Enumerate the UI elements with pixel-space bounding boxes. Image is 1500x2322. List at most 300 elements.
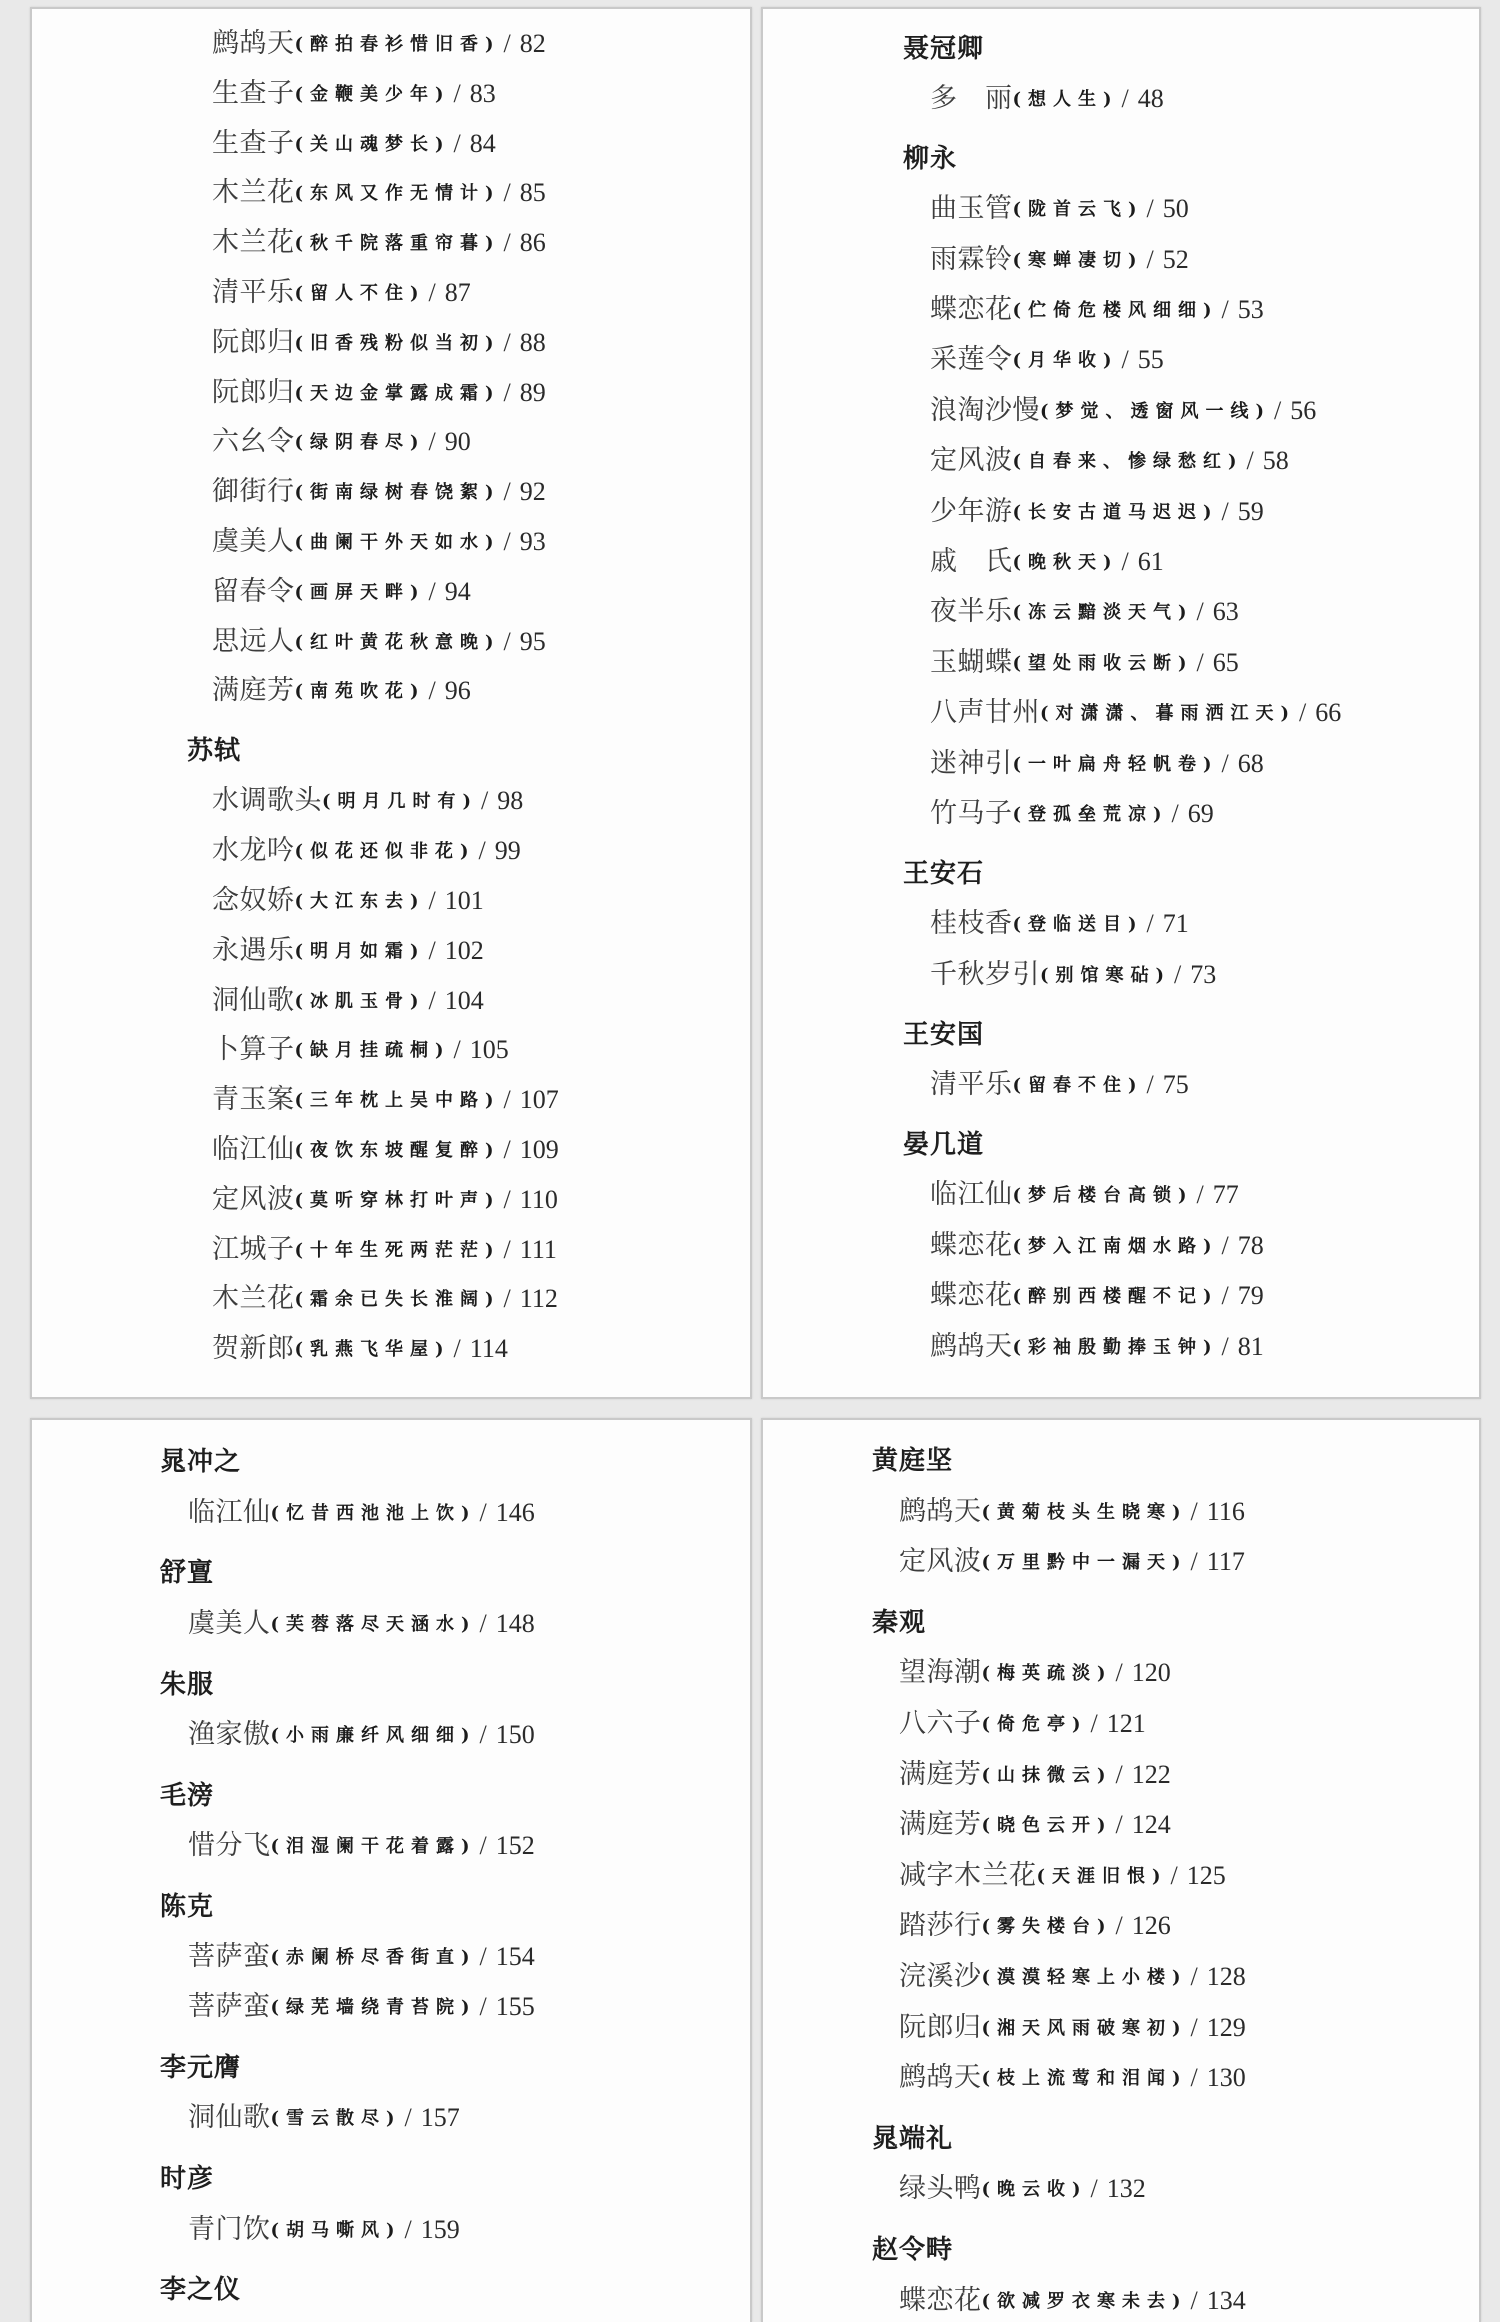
entry-page-number: 68 <box>1237 748 1264 778</box>
toc-entry <box>763 950 1479 1000</box>
toc-entry <box>32 876 750 926</box>
entry-separator: / <box>503 228 511 258</box>
entry-page-number: 129 <box>1206 2012 1246 2042</box>
entry-page-number: 88 <box>519 327 546 357</box>
entry-first-line: (自春来、惨绿愁红) <box>1012 451 1244 473</box>
entry-first-line: (金鞭美少年) <box>294 83 451 105</box>
entry-title: 菩萨蛮 <box>188 1991 271 2023</box>
entry-page-number: 77 <box>1212 1180 1239 1210</box>
entry-page-number: 85 <box>519 178 546 208</box>
entry-page-number: 154 <box>495 1942 535 1972</box>
author-name: 李元膺 <box>160 2053 242 2084</box>
entry-first-line: (曲阑干外天如水) <box>294 531 501 553</box>
entry-page-number: 55 <box>1137 345 1164 375</box>
entry-separator: / <box>453 128 461 158</box>
entry-page-number: 78 <box>1237 1230 1264 1260</box>
entry-separator: / <box>428 885 436 915</box>
toc-entry <box>763 1060 1479 1110</box>
entry-page-number: 98 <box>497 786 524 816</box>
entry-first-line: (晓色云开) <box>981 1815 1113 1837</box>
entry-separator: / <box>1190 2285 1198 2315</box>
entry-page-number: 94 <box>444 576 471 606</box>
entry-first-line: (漠漠轻寒上小楼) <box>981 1966 1188 1988</box>
toc-entry <box>763 2003 1479 2054</box>
author-name: 柳永 <box>903 143 958 174</box>
entry-first-line: (湘天风雨破寒初) <box>981 2017 1188 2039</box>
entry-separator: / <box>1221 295 1229 325</box>
toc-entry <box>32 2093 750 2143</box>
entry-page-number: 148 <box>495 1608 535 1638</box>
entry-first-line: (想人生) <box>1012 88 1119 110</box>
entry-title: 生查子 <box>212 127 295 159</box>
author-name: 毛滂 <box>160 1780 215 1811</box>
author-name: 王安国 <box>903 1019 985 1050</box>
entry-separator: / <box>503 178 511 208</box>
entry-separator: / <box>503 477 511 507</box>
entry-page-number: 50 <box>1162 194 1189 224</box>
entry-page-number: 73 <box>1190 959 1217 989</box>
entry-title: 虞美人 <box>188 1607 271 1639</box>
toc-entry <box>32 1932 750 1982</box>
entry-first-line: (冰肌玉骨) <box>294 990 426 1012</box>
entry-title: 念奴娇 <box>212 884 295 916</box>
entry-first-line: (雪云散尽) <box>270 2108 402 2130</box>
entry-title: 望海潮 <box>899 1657 982 1689</box>
entry-title: 定风波 <box>930 445 1013 477</box>
entry-title: 桂枝香 <box>930 908 1013 940</box>
entry-title: 临江仙 <box>188 1496 271 1528</box>
toc-page-bottom-left <box>30 1418 752 2322</box>
toc-entry <box>32 666 750 716</box>
entry-title: 临江仙 <box>212 1133 295 1165</box>
entry-page-number: 122 <box>1131 1759 1171 1789</box>
entry-page-number: 132 <box>1106 2174 1146 2204</box>
entry-title: 阮郎归 <box>212 376 295 408</box>
entry-separator: / <box>479 1830 487 1860</box>
entry-separator: / <box>1190 2063 1198 2093</box>
toc-entry <box>32 268 750 318</box>
entry-title: 洞仙歌 <box>188 2102 271 2134</box>
entry-first-line: (胡马嘶风) <box>270 2219 402 2241</box>
entry-first-line: (梦觉、透窗风一线) <box>1040 400 1272 422</box>
entry-separator: / <box>479 1608 487 1638</box>
entry-separator: / <box>1115 1759 1123 1789</box>
entry-separator: / <box>1221 1230 1229 1260</box>
entry-separator: / <box>1221 1331 1229 1361</box>
toc-entry <box>32 926 750 976</box>
entry-title: 浪淘沙慢 <box>930 394 1040 426</box>
entry-page-number: 58 <box>1262 446 1289 476</box>
entry-separator: / <box>453 1334 461 1364</box>
entry-first-line: (十年生死两茫茫) <box>294 1239 501 1261</box>
entry-title: 玉蝴蝶 <box>930 646 1013 678</box>
entry-separator: / <box>1190 1496 1198 1526</box>
entry-title: 永遇乐 <box>212 934 295 966</box>
entry-separator: / <box>1196 647 1204 677</box>
toc-entry <box>32 1175 750 1225</box>
entry-title: 江城子 <box>212 1233 295 1265</box>
entry-separator: / <box>479 1719 487 1749</box>
toc-entry <box>32 776 750 826</box>
entry-page-number: 155 <box>495 1992 535 2022</box>
entry-separator: / <box>1115 1658 1123 1688</box>
entry-separator: / <box>1190 1961 1198 1991</box>
entry-title: 清平乐 <box>212 276 295 308</box>
entry-first-line: (别馆寒砧) <box>1040 964 1172 986</box>
entry-separator: / <box>1246 446 1254 476</box>
entry-page-number: 104 <box>444 985 484 1015</box>
entry-separator: / <box>1115 1810 1123 1840</box>
entry-title: 蝶恋花 <box>899 2284 982 2316</box>
entry-separator: / <box>1121 83 1129 113</box>
entry-title: 生查子 <box>212 77 295 109</box>
entry-first-line: (关山魂梦长) <box>294 133 451 155</box>
entry-page-number: 82 <box>519 29 546 58</box>
entry-first-line: (泪湿阑干花着露) <box>270 1835 477 1857</box>
author-name: 秦观 <box>872 1607 927 1638</box>
entry-page-number: 89 <box>519 377 546 407</box>
entry-separator: / <box>1090 1708 1098 1738</box>
entry-separator: / <box>1221 496 1229 526</box>
author-name: 朱服 <box>160 1669 215 1700</box>
author-name: 王安石 <box>903 858 985 889</box>
entry-first-line: (旧香残粉似当初) <box>294 332 501 354</box>
entry-page-number: 90 <box>444 427 471 457</box>
toc-entry <box>32 368 750 418</box>
entry-page-number: 146 <box>495 1497 535 1527</box>
entry-page-number: 150 <box>495 1719 535 1749</box>
toc-entry <box>32 69 750 119</box>
entry-first-line: (霜余已失长淮阔) <box>294 1289 501 1311</box>
entry-page-number: 110 <box>519 1184 558 1214</box>
toc-entry <box>763 1901 1479 1952</box>
toc-entry <box>32 119 750 169</box>
author-name: 晁冲之 <box>160 1447 242 1478</box>
entry-page-number: 93 <box>519 526 546 556</box>
entry-separator: / <box>428 985 436 1015</box>
entry-page-number: 124 <box>1131 1810 1171 1840</box>
entry-separator: / <box>1146 909 1154 939</box>
entry-title: 渔家傲 <box>188 1718 271 1750</box>
toc-entry <box>32 467 750 517</box>
toc-entry <box>32 1599 750 1649</box>
entry-first-line: (大江东去) <box>294 890 426 912</box>
entry-title: 水调歌头 <box>212 785 322 817</box>
toc-entry <box>32 1821 750 1871</box>
entry-title: 木兰花 <box>212 1283 295 1315</box>
entry-title: 青玉案 <box>212 1084 295 1116</box>
toc-entry <box>763 2276 1479 2322</box>
toc-entry <box>32 1324 750 1374</box>
entry-separator: / <box>1171 798 1179 828</box>
toc-entry <box>763 899 1479 949</box>
entry-first-line: (黄菊枝头生晓寒) <box>981 1501 1188 1523</box>
toc-entry <box>763 487 1479 537</box>
toc-entry <box>32 976 750 1026</box>
entry-first-line: (倚危亭) <box>981 1713 1088 1735</box>
entry-title: 采莲令 <box>930 344 1013 376</box>
entry-first-line: (一叶扁舟轻帆卷) <box>1012 753 1219 775</box>
toc-entry <box>32 617 750 667</box>
toc-entry <box>32 1488 750 1538</box>
toc-entry <box>763 638 1479 688</box>
entry-first-line: (天涯旧恨) <box>1036 1865 1168 1887</box>
author-name: 聂冠卿 <box>903 33 985 64</box>
toc-entry <box>763 74 1479 124</box>
entry-title: 定风波 <box>212 1183 295 1215</box>
toc-entry <box>763 739 1479 789</box>
entry-page-number: 120 <box>1131 1658 1171 1688</box>
toc-entry <box>763 1322 1479 1372</box>
toc-entry <box>32 1982 750 2032</box>
toc-entry <box>763 1487 1479 1538</box>
entry-title: 御街行 <box>212 476 295 508</box>
entry-first-line: (晚云收) <box>981 2179 1088 2201</box>
entry-first-line: (望处雨收云断) <box>1012 652 1194 674</box>
entry-first-line: (三年枕上吴中路) <box>294 1090 501 1112</box>
entry-page-number: 87 <box>444 277 471 307</box>
toc-entry <box>32 19 750 69</box>
entry-separator: / <box>1115 1911 1123 1941</box>
entry-first-line: (陇首云飞) <box>1012 199 1144 221</box>
entry-first-line: (长安古道马迟迟) <box>1012 501 1219 523</box>
entry-page-number: 159 <box>420 2214 460 2244</box>
entry-separator: / <box>1190 2012 1198 2042</box>
author-name: 李之仪 <box>160 2275 242 2306</box>
entry-title: 木兰花 <box>212 227 295 259</box>
entry-title: 清平乐 <box>930 1069 1013 1101</box>
entry-first-line: (赤阑桥尽香街直) <box>270 1947 477 1969</box>
entry-page-number: 92 <box>519 477 546 507</box>
entry-title: 绿头鸭 <box>899 2173 982 2205</box>
entry-first-line: (伫倚危楼风细细) <box>1012 300 1219 322</box>
entry-page-number: 114 <box>469 1334 508 1364</box>
entry-title: 八六子 <box>899 1707 982 1739</box>
entry-first-line: (对潇潇、暮雨洒江天) <box>1040 703 1297 725</box>
entry-title: 蝶恋花 <box>930 294 1013 326</box>
entry-separator: / <box>503 1134 511 1164</box>
toc-entry <box>32 1225 750 1275</box>
entry-first-line: (绿阴春尽) <box>294 432 426 454</box>
entry-first-line: (冻云黯淡天气) <box>1012 602 1194 624</box>
entry-page-number: 61 <box>1137 547 1164 576</box>
toc-entry <box>763 1851 1479 1902</box>
entry-separator: / <box>428 576 436 606</box>
entry-first-line: (秋千院落重帘暮) <box>294 233 501 255</box>
entry-first-line: (绿芜墙绕青苔院) <box>270 1997 477 2019</box>
entry-separator: / <box>503 29 511 58</box>
toc-entry <box>763 1537 1479 1588</box>
toc-entry <box>32 218 750 268</box>
entry-title: 水龙吟 <box>212 835 295 867</box>
entry-page-number: 69 <box>1187 798 1214 828</box>
entry-title: 贺新郎 <box>212 1333 295 1365</box>
author-name: 舒亶 <box>160 1558 215 1589</box>
entry-separator: / <box>503 327 511 357</box>
toc-entry <box>763 386 1479 436</box>
entry-separator: / <box>1190 1547 1198 1577</box>
toc-entry <box>763 1271 1479 1321</box>
entry-first-line: (彩袖殷勤捧玉钟) <box>1012 1336 1219 1358</box>
entry-separator: / <box>404 2214 412 2244</box>
entry-page-number: 125 <box>1186 1860 1226 1890</box>
entry-title: 减字木兰花 <box>899 1859 1037 1891</box>
author-name: 陈克 <box>160 1891 215 1922</box>
entry-title: 竹马子 <box>930 797 1013 829</box>
entry-page-number: 81 <box>1237 1331 1264 1361</box>
entry-title: 六幺令 <box>212 426 295 458</box>
entry-page-number: 130 <box>1206 2063 1246 2093</box>
toc-entry <box>763 1648 1479 1699</box>
entry-separator: / <box>478 836 486 866</box>
entry-first-line: (欲减罗衣寒未去) <box>981 2290 1188 2312</box>
entry-title: 鹧鸪天 <box>212 28 295 59</box>
author-name: 黄庭坚 <box>872 1446 954 1476</box>
entry-first-line: (忆昔西池池上饮) <box>270 1502 477 1524</box>
entry-separator: / <box>1146 1070 1154 1100</box>
entry-title: 卜算子 <box>212 1034 295 1066</box>
toc-entry <box>763 1221 1479 1271</box>
entry-separator: / <box>503 626 511 656</box>
entry-first-line: (登孤垒荒凉) <box>1012 803 1169 825</box>
entry-title: 满庭芳 <box>899 1809 982 1841</box>
entry-title: 夜半乐 <box>930 596 1013 628</box>
entry-page-number: 84 <box>469 128 496 158</box>
entry-separator: / <box>503 1234 511 1264</box>
entry-page-number: 105 <box>469 1035 509 1065</box>
entry-page-number: 52 <box>1162 244 1189 274</box>
entry-page-number: 102 <box>444 935 484 965</box>
entry-separator: / <box>1221 1281 1229 1311</box>
toc-entry <box>763 436 1479 486</box>
entry-page-number: 126 <box>1131 1911 1171 1941</box>
entry-separator: / <box>428 935 436 965</box>
entry-title: 定风波 <box>899 1546 982 1578</box>
toc-entry <box>763 2053 1479 2104</box>
entry-title: 戚 氏 <box>930 546 1013 577</box>
toc-entry <box>763 1800 1479 1851</box>
entry-separator: / <box>1196 597 1204 627</box>
toc-entry <box>32 826 750 876</box>
toc-entry <box>763 1699 1479 1750</box>
entry-separator: / <box>1121 345 1129 375</box>
entry-separator: / <box>1299 698 1307 728</box>
toc-entry <box>763 1750 1479 1801</box>
entry-separator: / <box>503 1284 511 1314</box>
entry-page-number: 117 <box>1206 1547 1245 1577</box>
entry-title: 木兰花 <box>212 177 295 209</box>
entry-title: 惜分飞 <box>188 1829 271 1861</box>
entry-first-line: (雾失楼台) <box>981 1916 1113 1938</box>
entry-page-number: 134 <box>1206 2285 1246 2315</box>
toc-entry <box>32 517 750 567</box>
entry-separator: / <box>479 1992 487 2022</box>
entry-title: 八声甘州 <box>930 697 1040 729</box>
toc-entry <box>32 1075 750 1125</box>
entry-separator: / <box>1121 547 1129 576</box>
entry-page-number: 66 <box>1315 698 1342 728</box>
entry-separator: / <box>481 786 489 816</box>
entry-first-line: (醉别西楼醒不记) <box>1012 1286 1219 1308</box>
entry-first-line: (山抹微云) <box>981 1764 1113 1786</box>
entry-first-line: (明月几时有) <box>322 791 479 813</box>
entry-separator: / <box>503 1184 511 1214</box>
entry-first-line: (留人不住) <box>294 282 426 304</box>
entry-page-number: 128 <box>1206 1961 1246 1991</box>
toc-entry <box>32 567 750 617</box>
toc-entry <box>763 1952 1479 2003</box>
entry-first-line: (梦后楼台高锁) <box>1012 1185 1194 1207</box>
toc-entry <box>763 789 1479 839</box>
toc-entry <box>32 1025 750 1075</box>
author-name: 赵令畤 <box>872 2234 954 2265</box>
entry-separator: / <box>1146 194 1154 224</box>
toc-entry <box>763 235 1479 285</box>
entry-first-line: (红叶黄花秋意晚) <box>294 631 501 653</box>
entry-first-line: (街南绿树春饶絮) <box>294 482 501 504</box>
entry-page-number: 79 <box>1237 1281 1264 1311</box>
entry-page-number: 71 <box>1162 909 1189 939</box>
entry-title: 鹧鸪天 <box>930 1330 1013 1362</box>
entry-title: 满庭芳 <box>899 1758 982 1790</box>
entry-first-line: (芙蓉落尽天涵水) <box>270 1613 477 1635</box>
entry-page-number: 157 <box>420 2103 460 2133</box>
toc-entry <box>32 2205 750 2255</box>
entry-first-line: (画屏天畔) <box>294 581 426 603</box>
entry-separator: / <box>404 2103 412 2133</box>
toc-page-top-right <box>761 7 1481 1399</box>
toc-entry <box>763 184 1479 234</box>
entry-title: 菩萨蛮 <box>188 1941 271 1973</box>
entry-separator: / <box>428 427 436 457</box>
entry-first-line: (晚秋天) <box>1012 552 1119 573</box>
toc-entry <box>32 417 750 467</box>
entry-first-line: (枝上流莺和泪闻) <box>981 2068 1188 2090</box>
entry-separator: / <box>1174 959 1182 989</box>
author-name: 晁端礼 <box>872 2123 954 2154</box>
entry-first-line: (梦入江南烟水路) <box>1012 1235 1219 1257</box>
entry-separator: / <box>479 1497 487 1527</box>
entry-page-number: 56 <box>1290 395 1317 425</box>
toc-entry <box>32 318 750 368</box>
entry-separator: / <box>453 78 461 108</box>
entry-separator: / <box>503 1085 511 1115</box>
entry-title: 留春令 <box>212 575 295 607</box>
entry-first-line: (夜饮东坡醒复醉) <box>294 1139 501 1161</box>
entry-page-number: 96 <box>444 676 471 706</box>
entry-title: 迷神引 <box>930 747 1013 779</box>
entry-page-number: 99 <box>494 836 521 866</box>
toc-page-bottom-right <box>761 1418 1481 2322</box>
entry-title: 浣溪沙 <box>899 1960 982 1992</box>
entry-page-number: 95 <box>519 626 546 656</box>
entry-page-number: 53 <box>1237 295 1264 325</box>
entry-first-line: (小雨廉纤风细细) <box>270 1724 477 1746</box>
toc-entry <box>32 168 750 218</box>
entry-title: 临江仙 <box>930 1179 1013 1211</box>
entry-page-number: 86 <box>519 228 546 258</box>
entry-page-number: 83 <box>469 78 496 108</box>
entry-title: 蝶恋花 <box>930 1229 1013 1261</box>
entry-page-number: 121 <box>1106 1708 1146 1738</box>
entry-first-line: (缺月挂疏桐) <box>294 1040 451 1062</box>
entry-page-number: 48 <box>1137 83 1164 113</box>
toc-page-top-left <box>30 7 752 1399</box>
entry-first-line: (明月如霜) <box>294 940 426 962</box>
entry-first-line: (万里黔中一漏天) <box>981 1552 1188 1574</box>
toc-entry <box>763 537 1479 587</box>
entry-separator: / <box>1196 1180 1204 1210</box>
